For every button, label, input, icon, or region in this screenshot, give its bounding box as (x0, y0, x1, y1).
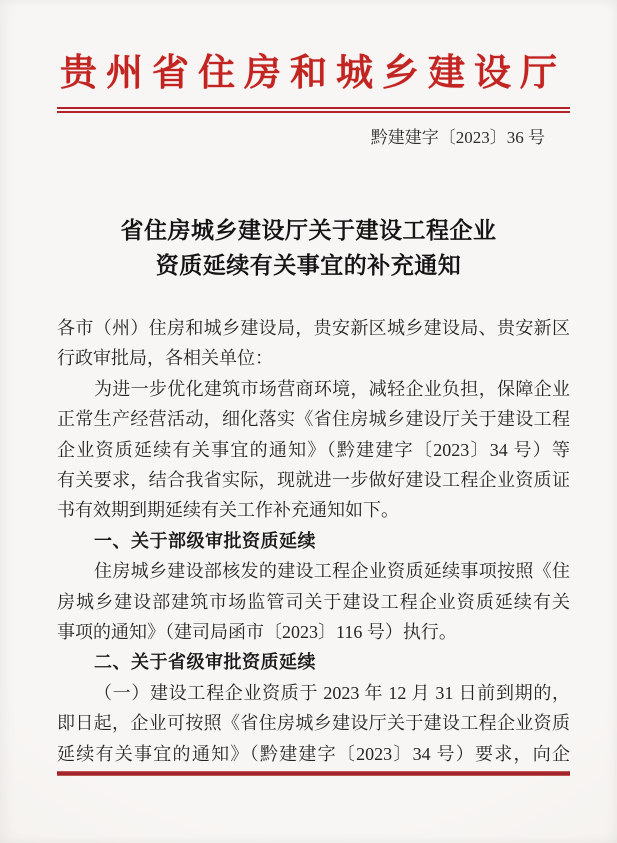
notice-title-line-2: 资质延续有关事宜的补充通知 (155, 253, 462, 278)
body-line: 房城乡建设部建筑市场监管司关于建设工程企业资质延续有关 (57, 591, 570, 612)
body-line: 即日起，企业可按照《省住房城乡建设厅关于建设工程企业资质 (57, 713, 570, 734)
body-line: 行政审批局，各相关单位： (57, 348, 273, 369)
doc-number: 黔建建字〔2023〕36 号 (370, 128, 545, 147)
notice-title-line-1: 省住房城乡建设厅关于建设工程企业 (120, 218, 497, 243)
body-line: 延续有关事宜的通知》（黔建建字〔2023〕34 号）要求，向企 (57, 743, 570, 764)
body-line: 企业资质延续有关事宜的通知》（黔建建字〔2023〕34 号）等 (57, 439, 570, 460)
body-line: 事项的通知》（建司局函市〔2023〕116 号）执行。 (57, 622, 457, 643)
agency-name: 贵州省住房和城乡建设厅 (60, 53, 566, 94)
body-line: 书有效期到期延续有关工作补充通知如下。 (57, 500, 399, 521)
body-line: 正常生产经营活动，细化落实《省住房城乡建设厅关于建设工程 (57, 409, 570, 430)
body-line: 有关要求，结合我省实际，现就进一步做好建设工程企业资质证 (57, 470, 570, 491)
bottom-rule (57, 771, 570, 776)
section-heading-2: 二、关于省级审批资质延续 (94, 652, 316, 673)
notice-body (57, 313, 570, 769)
header-divider (57, 107, 570, 113)
body-line: 为进一步优化建筑市场营商环境，减轻企业负担，保障企业 (94, 378, 570, 399)
body-line: （一）建设工程企业资质于 2023 年 12 月 31 日前到期的， (94, 682, 570, 703)
notice-title (0, 213, 617, 283)
section-heading-1: 一、关于部级审批资质延续 (94, 530, 316, 551)
body-line: 各市（州）住房和城乡建设局，贵安新区城乡建设局、贵安新区 (57, 318, 570, 338)
body-line: 住房城乡建设部核发的建设工程企业资质延续事项按照《住 (94, 561, 570, 582)
